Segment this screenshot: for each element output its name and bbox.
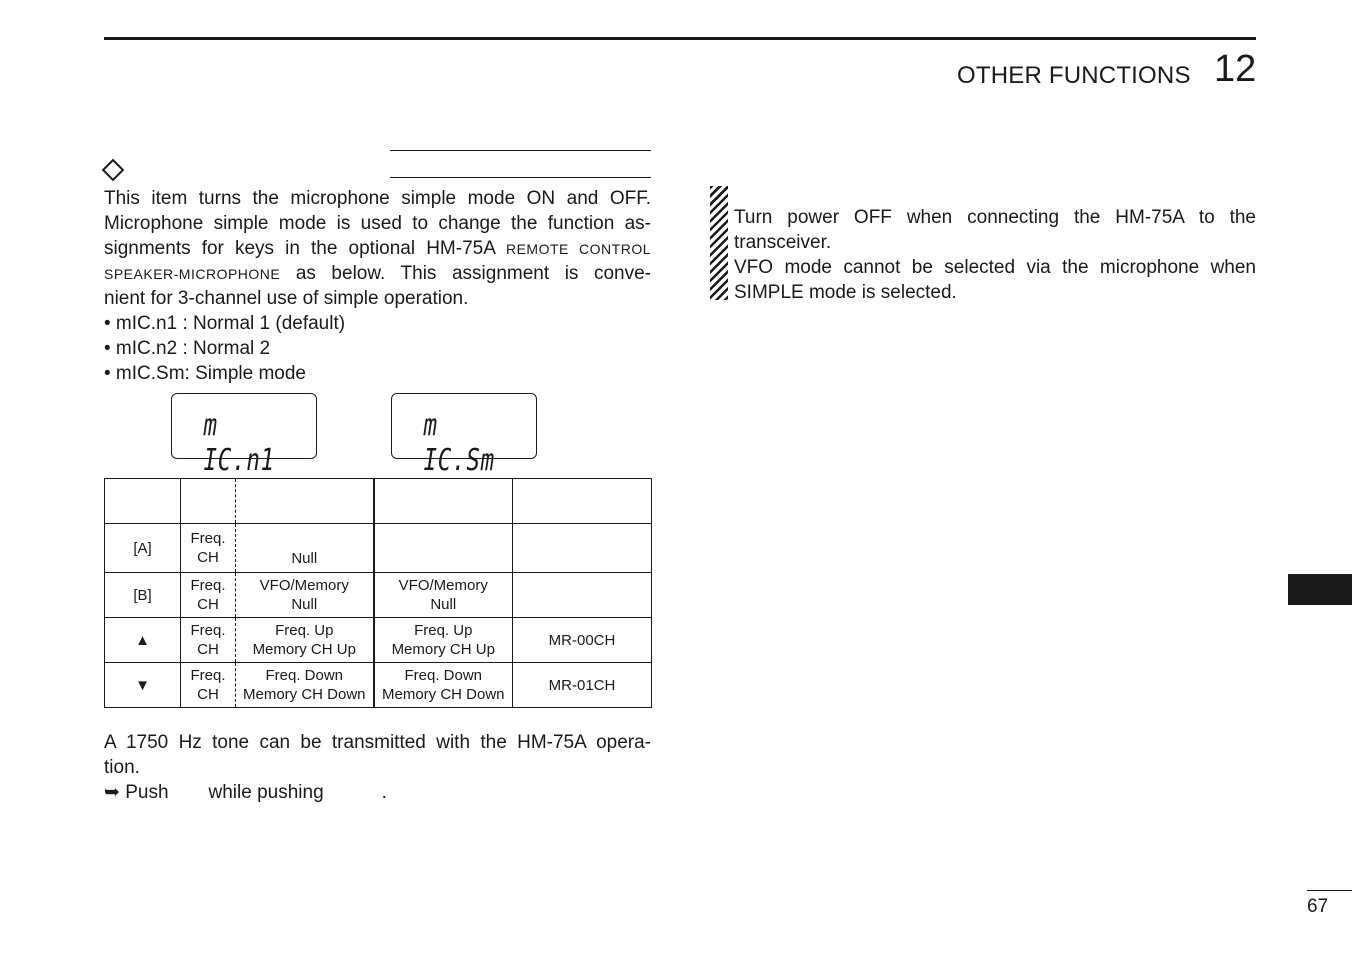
table-header-cell [374, 479, 513, 524]
diamond-icon [102, 159, 125, 182]
tone-line: tion. [104, 757, 140, 778]
table-header-cell [236, 479, 374, 524]
intro-line: SPEAKER-MICROPHONE as below. This assignment is conve- [104, 263, 651, 284]
heading-rule-bottom [390, 177, 651, 178]
heading-rule-top [390, 150, 651, 151]
caution-hatch-icon [710, 186, 728, 300]
table-cell: Null [236, 524, 374, 573]
key-assignment-table [104, 478, 652, 708]
table-cell: MR-00CH [513, 618, 652, 663]
table-cell: MR-01CH [513, 663, 652, 708]
note-line: SIMPLE mode is selected. [734, 282, 957, 303]
intro-line: nient for 3-channel use of simple operation. [104, 288, 469, 309]
table-cell: Freq. CH [181, 663, 236, 708]
intro-paragraph [104, 186, 651, 386]
table-cell [513, 573, 652, 618]
table-cell: Freq. CH [181, 573, 236, 618]
table-header-cell [513, 479, 652, 524]
up-arrow-key: ▲ [105, 618, 181, 663]
chapter-tab [1288, 574, 1352, 605]
table-row [105, 663, 652, 708]
table-cell: Freq. CH [181, 618, 236, 663]
table-cell: Freq. Down Memory CH Down [374, 663, 513, 708]
push-instruction: ➥ Push while pushing . [104, 782, 387, 803]
arrow-icon: ➥ [104, 782, 120, 803]
table-header-cell [105, 479, 181, 524]
chapter-number: 12 [1214, 48, 1257, 90]
speaker-microphone-term: SPEAKER-MICROPHONE [104, 266, 281, 282]
lcd-display-normal1 [171, 393, 317, 478]
table-cell [513, 524, 652, 573]
lcd-readout: m IC.Sm [423, 408, 495, 478]
lcd-readout: m IC.n1 [203, 408, 275, 478]
top-rule [104, 37, 1256, 40]
option-normal2: • mIC.n2 : Normal 2 [104, 338, 271, 359]
key-label: [B] [105, 573, 181, 618]
key-label: [A] [105, 524, 181, 573]
intro-line: This item turns the microphone simple mode ON and OFF. [104, 188, 651, 209]
table-header-row [105, 479, 652, 524]
note-line: Turn power OFF when connecting the HM-75A to the [734, 207, 1256, 228]
table-cell: Freq. Down Memory CH Down [236, 663, 374, 708]
table-cell [374, 524, 513, 573]
caution-note [734, 205, 1256, 305]
page-number: 67 [1307, 896, 1329, 917]
intro-line: signments for keys in the optional HM-75A REMOTE CONTROL [104, 238, 651, 259]
table-cell: VFO/Memory Null [374, 573, 513, 618]
option-normal1: • mIC.n1 : Normal 1 (default) [104, 313, 346, 334]
table-header-cell [181, 479, 236, 524]
lcd-display-simple [391, 393, 537, 478]
table-cell: Freq. CH [181, 524, 236, 573]
note-line: VFO mode cannot be selected via the microphone when [734, 257, 1256, 278]
tone-paragraph [104, 730, 651, 805]
table-cell: VFO/Memory Null [236, 573, 374, 618]
table-cell: Freq. Up Memory CH Up [374, 618, 513, 663]
intro-line: Microphone simple mode is used to change the function as- [104, 213, 651, 234]
section-title: OTHER FUNCTIONS [957, 62, 1191, 89]
table-row [105, 524, 652, 573]
tone-line: A 1750 Hz tone can be transmitted with the HM-75A opera- [104, 732, 651, 753]
table-row [105, 618, 652, 663]
page-number-rule [1307, 890, 1352, 891]
remote-control-term: REMOTE CONTROL [505, 241, 651, 257]
table-row [105, 573, 652, 618]
option-simple: • mIC.Sm: Simple mode [104, 363, 306, 384]
down-arrow-key: ▼ [105, 663, 181, 708]
note-line: transceiver. [734, 232, 832, 253]
table-cell: Freq. Up Memory CH Up [236, 618, 374, 663]
